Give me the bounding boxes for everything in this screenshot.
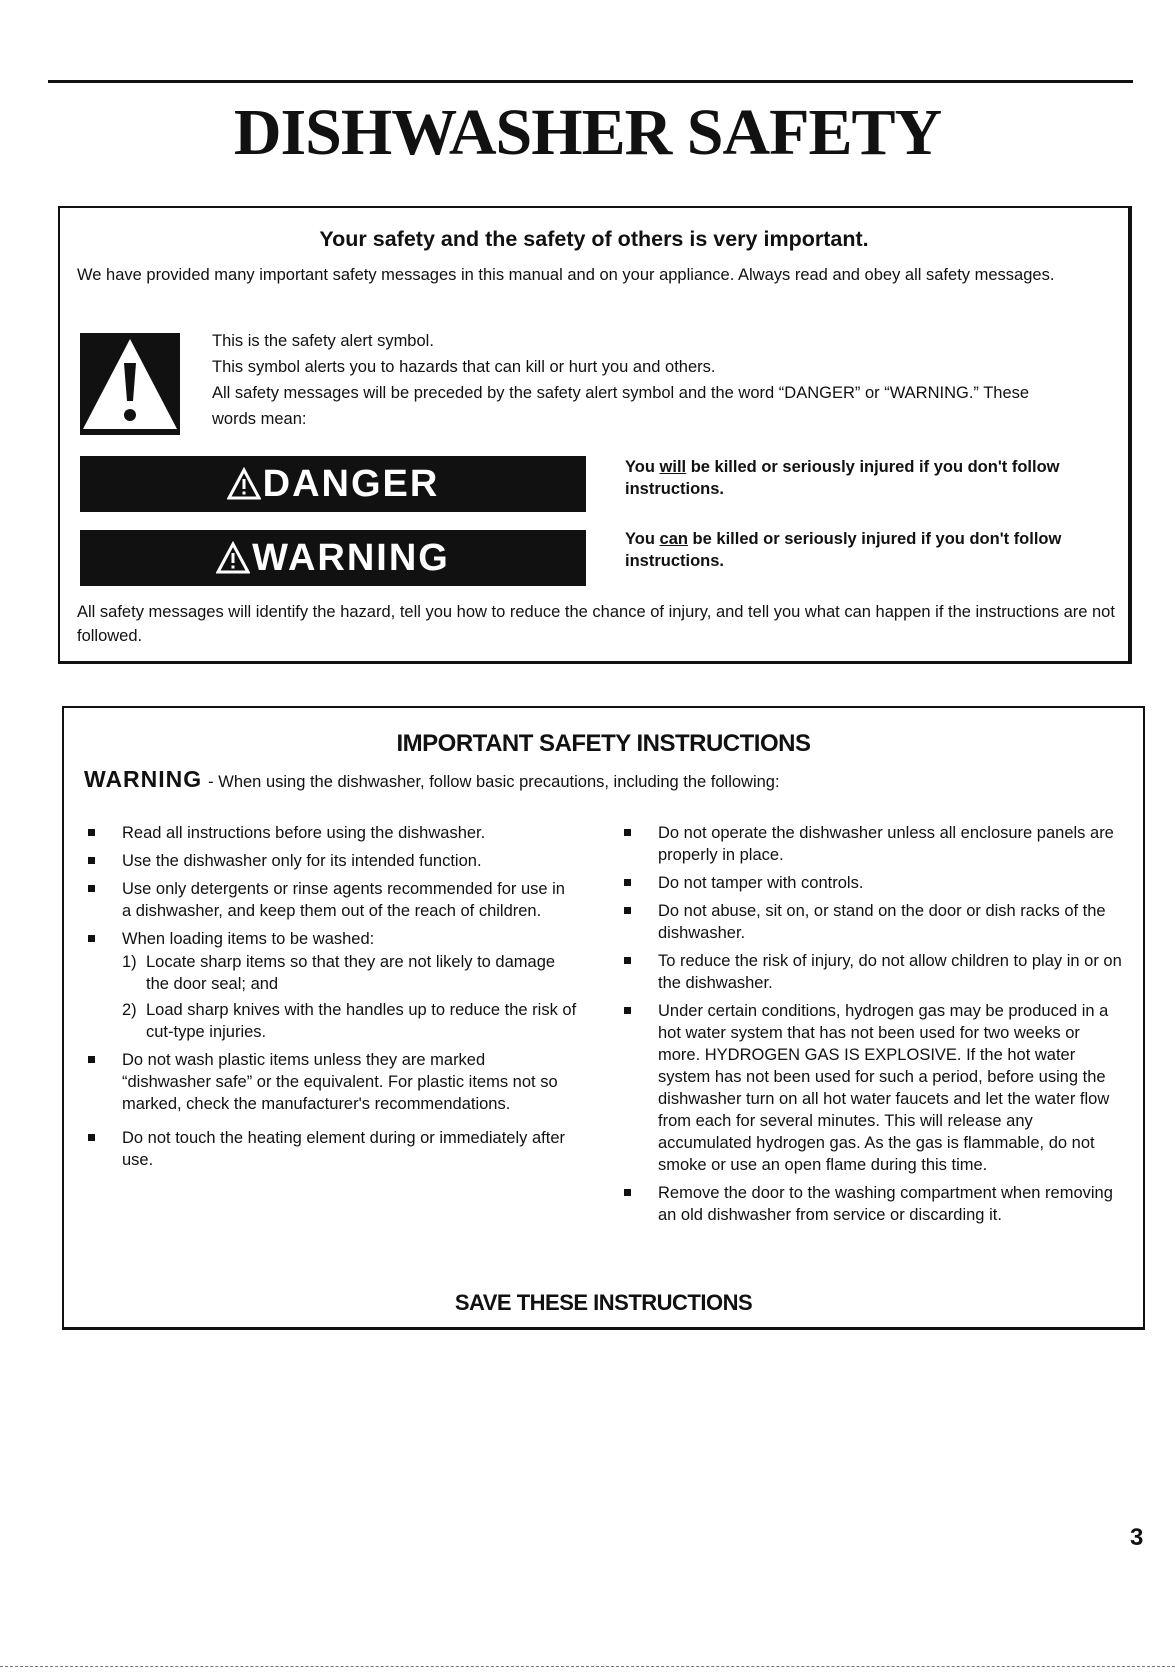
safety-message-box — [58, 206, 1132, 664]
safety-box-heading: Your safety and the safety of others is very important. — [319, 227, 869, 251]
list-item — [624, 872, 1124, 894]
warning-precautions — [84, 766, 780, 793]
list-item-text: Read all instructions before using the dishwasher. — [122, 824, 486, 842]
alert-line: All safety messages will be preceded by the safety alert symbol and the word “DANGER” or “WARNING.” These words mean: — [212, 384, 1030, 428]
danger-meaning-text: be killed or seriously injured if you don't follow instructions. — [625, 458, 1060, 498]
danger-meaning-text: You — [625, 458, 660, 476]
bullet-icon — [88, 829, 95, 836]
bullet-icon — [88, 1134, 95, 1141]
danger-meaning-emphasis: will — [659, 458, 687, 476]
list-item-text: Do not wash plastic items unless they are marked “dishwasher safe” or the equivalent. For plastic items not so marked, check the manufacturer's recommendations. — [122, 1051, 558, 1113]
top-rule — [48, 80, 1133, 83]
list-item — [624, 950, 1124, 994]
danger-banner — [80, 456, 586, 512]
safety-intro: We have provided many important safety messages in this manual and on your appliance. Always read and obey all safety messages. — [77, 266, 1055, 284]
instructions-heading: IMPORTANT SAFETY INSTRUCTIONS — [396, 730, 811, 757]
list-item-text: Do not tamper with controls. — [658, 874, 864, 892]
bullet-icon — [88, 935, 95, 942]
page-number: 3 — [1130, 1524, 1144, 1551]
list-item-text: Use the dishwasher only for its intended function. — [122, 852, 482, 870]
alert-symbol-explanation — [212, 328, 1052, 432]
list-item-text: Do not abuse, sit on, or stand on the door or dish racks of the dishwasher. — [658, 902, 1106, 942]
warning-precautions-text: - When using the dishwasher, follow basic precautions, including the following: — [208, 773, 780, 791]
list-item — [88, 928, 578, 1043]
list-item — [624, 1182, 1124, 1226]
bullet-icon — [624, 1189, 631, 1196]
list-item — [624, 900, 1124, 944]
danger-meaning — [625, 456, 1095, 500]
list-item-text: Do not operate the dishwasher unless all enclosure panels are properly in place. — [658, 824, 1114, 864]
list-item — [88, 822, 578, 844]
safety-closing: All safety messages will identify the hazard, tell you how to reduce the chance of injury, and tell you what can happen if the instructions are not followed. — [77, 603, 1115, 645]
list-item — [88, 878, 578, 922]
bullet-icon — [624, 1007, 631, 1014]
list-item-text: Use only detergents or rinse agents recommended for use in a dishwasher, and keep them out of the reach of children. — [122, 880, 565, 920]
bullet-icon — [624, 907, 631, 914]
bullet-icon — [88, 857, 95, 864]
list-item-text: Under certain conditions, hydrogen gas may be produced in a hot water system that has not been used for two weeks or more. HYDROGEN GAS IS EXPLOSIVE. If the hot water system has not been used for such a period, before using the dishwasher turn on all hot water faucets and let the water flow from each for several minutes. This will release any accumulated hydrogen gas. As the gas is flammable, do not smoke or use an open flame during this time. — [658, 1002, 1110, 1174]
sub-item — [122, 999, 578, 1043]
save-instructions-footer: SAVE THESE INSTRUCTIONS — [454, 1290, 753, 1315]
bottom-rule — [0, 1666, 1175, 1668]
bullet-icon — [624, 879, 631, 886]
list-item — [88, 1049, 578, 1115]
sub-item-number: 2) — [122, 1001, 137, 1019]
page-title: DISHWASHER SAFETY — [233, 96, 942, 169]
alert-triangle-icon — [216, 541, 250, 575]
list-item — [624, 1000, 1124, 1176]
bullet-icon — [624, 957, 631, 964]
alert-line: This is the safety alert symbol. — [212, 332, 434, 350]
sub-item — [122, 951, 578, 995]
sub-item-text: Load sharp knives with the handles up to reduce the risk of cut-type injuries. — [146, 1001, 577, 1041]
important-instructions-box — [62, 706, 1145, 1330]
instructions-left-column — [88, 822, 578, 1177]
sub-item-number: 1) — [122, 953, 137, 971]
list-item — [88, 1127, 578, 1171]
danger-label: DANGER — [262, 462, 440, 505]
warning-meaning-text: You — [625, 530, 660, 548]
alert-line: This symbol alerts you to hazards that can kill or hurt you and others. — [212, 358, 716, 376]
alert-triangle-icon — [227, 467, 261, 501]
bullet-icon — [88, 885, 95, 892]
warning-label: WARNING — [252, 536, 450, 579]
sub-item-text: Locate sharp items so that they are not likely to damage the door seal; and — [146, 953, 556, 993]
list-item — [624, 822, 1124, 866]
warning-meaning-emphasis: can — [659, 530, 688, 548]
bullet-icon — [624, 829, 631, 836]
list-item-text: When loading items to be washed: — [122, 930, 375, 948]
safety-alert-symbol-icon — [80, 333, 180, 435]
warning-banner — [80, 530, 586, 586]
warning-word: WARNING — [84, 766, 203, 792]
list-item-text: Remove the door to the washing compartment when removing an old dishwasher from service or discarding it. — [658, 1184, 1113, 1224]
instructions-right-column — [624, 822, 1124, 1232]
list-item-text: To reduce the risk of injury, do not allow children to play in or on the dishwasher. — [658, 952, 1122, 992]
list-item-text: Do not touch the heating element during or immediately after use. — [122, 1129, 566, 1169]
list-item — [88, 850, 578, 872]
warning-meaning-text: be killed or seriously injured if you don't follow instructions. — [625, 530, 1062, 570]
warning-meaning — [625, 528, 1095, 572]
bullet-icon — [88, 1056, 95, 1063]
